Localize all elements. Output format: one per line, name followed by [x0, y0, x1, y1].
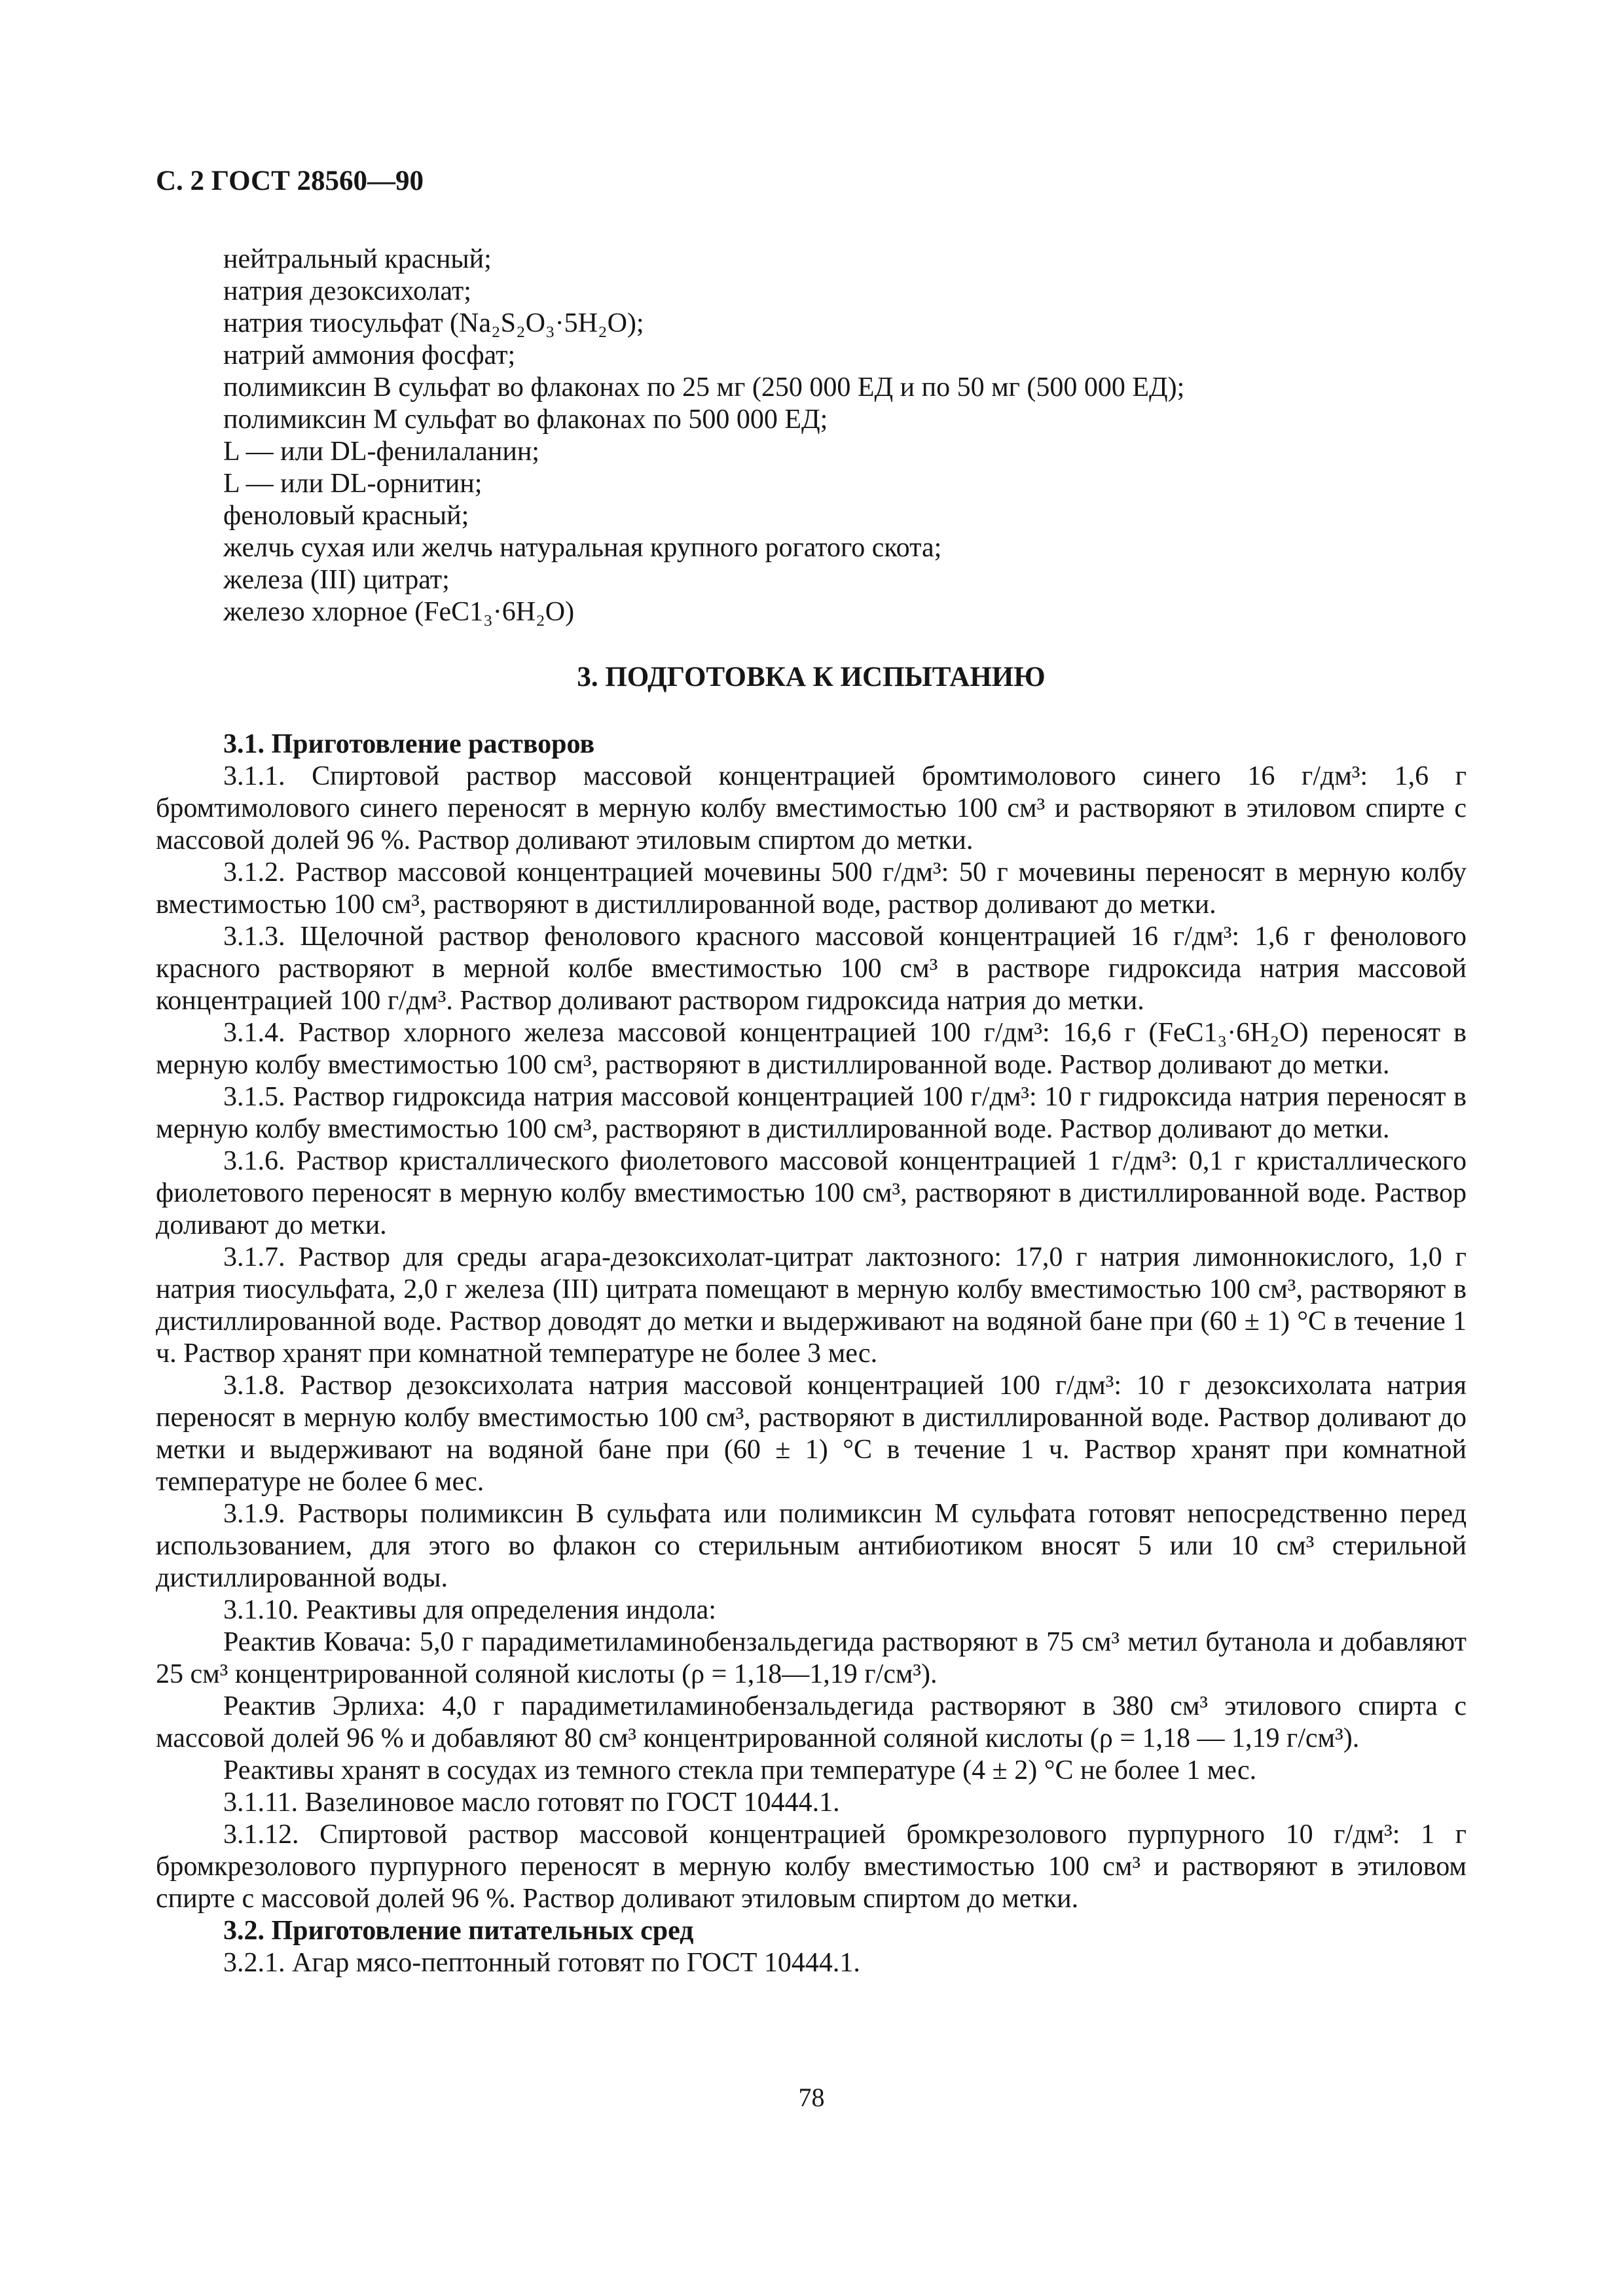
- paragraph: Реактив Ковача: 5,0 г парадиметиламинобензальдегида растворяют в 75 см³ метил бутанола и добавляют 25 см³ концентрированной соляной кислоты (ρ = 1,18—1,19 г/см³).: [156, 1627, 1467, 1689]
- paragraph: 3.1.12. Спиртовой раствор массовой концентрацией бромкрезолового пурпурного 10 г/дм³: 1 г бромкрезолового пурпурного переносят в мерную колбу вместимостью 100 см³ и растворяют в этиловом спирте с массовой долей 96 %. Раствор доливают этиловым спиртом до метки.: [156, 1820, 1467, 1914]
- reagent-item: железа (III) цитрат;: [223, 565, 450, 595]
- reagent-item: железо хлорное (FeC1₃·6H₂O): [223, 597, 575, 627]
- reagent-item: полимиксин М сульфат во флаконах по 500 000 ЕД;: [223, 404, 828, 435]
- paragraph: 3.2.1. Агар мясо-пептонный готовят по ГОСТ 10444.1.: [223, 1948, 860, 1978]
- reagent-item: натрия тиосульфат (Na₂S₂O₃·5H₂O);: [223, 308, 644, 338]
- section-body: [156, 728, 1467, 1979]
- section-title: 3. ПОДГОТОВКА К ИСПЫТАНИЮ: [577, 662, 1046, 692]
- paragraph: 3.1.4. Раствор хлорного железа массовой концентрацией 100 г/дм³: 16,6 г (FeC1₃·6H₂O) переносят в мерную колбу вместимостью 100 см³, растворяют в дистиллированной воде. Раствор доливают до метки.: [156, 1018, 1467, 1080]
- reagent-item: натрий аммония фосфат;: [223, 340, 516, 370]
- paragraph: Реактив Эрлиха: 4,0 г парадиметиламинобензальдегида растворяют в 380 см³ этилового спирта с массовой долей 96 % и добавляют 80 см³ концентрированной соляной кислоты (ρ = 1,18 — 1,19 г/см³).: [156, 1691, 1467, 1753]
- subsection-heading: 3.2. Приготовление питательных сред: [223, 1916, 694, 1946]
- reagent-item: феноловый красный;: [223, 501, 469, 531]
- paragraph: Реактивы хранят в сосудах из темного стекла при температуре (4 ± 2) °С не более 1 мес.: [223, 1755, 1257, 1785]
- paragraph: 3.1.10. Реактивы для определения индола:: [223, 1595, 716, 1625]
- subsection-heading: 3.1. Приготовление растворов: [223, 729, 595, 759]
- paragraph: 3.1.1. Спиртовой раствор массовой концентрацией бромтимолового синего 16 г/дм³: 1,6 г бромтимолового синего переносят в мерную колбу вместимостью 100 см³ и растворяют в этиловом спирте с массовой долей 96 %. Раствор доливают этиловым спиртом до метки.: [156, 761, 1467, 855]
- page-number: 78: [798, 2083, 825, 2112]
- running-header: С. 2 ГОСТ 28560—90: [156, 166, 424, 196]
- paragraph: 3.1.6. Раствор кристаллического фиолетового массовой концентрацией 1 г/дм³: 0,1 г кристаллического фиолетового переносят в мерную колбу вместимостью 100 см³, растворяют в дистиллированной воде. Раствор доливают до метки.: [156, 1146, 1467, 1240]
- reagent-item: желчь сухая или желчь натуральная крупного рогатого скота;: [223, 533, 942, 563]
- reagent-item: полимиксин В сульфат во флаконах по 25 мг (250 000 ЕД и по 50 мг (500 000 ЕД);: [223, 372, 1185, 403]
- paragraph: 3.1.8. Раствор дезоксихолата натрия массовой концентрацией 100 г/дм³: 10 г дезоксихолата натрия переносят в мерную колбу вместимостью 100 см³, растворяют в дистиллированной воде. Раствор доливают до метки и выдерживают на водяной бане при (60 ± 1) °С в течение 1 ч. Раствор хранят при комнатной температуре не более 6 мес.: [156, 1371, 1467, 1497]
- reagent-item: L — или DL-фенилаланин;: [223, 437, 539, 467]
- paragraph: 3.1.9. Растворы полимиксин В сульфата или полимиксин М сульфата готовят непосредственно перед использованием, для этого во флакон со стерильным антибиотиком вносят 5 или 10 см³ стерильной дистиллированной воды.: [156, 1499, 1467, 1593]
- paragraph: 3.1.5. Раствор гидроксида натрия массовой концентрацией 100 г/дм³: 10 г гидроксида натрия переносят в мерную колбу вместимостью 100 см³, растворяют в дистиллированной воде. Раствор доливают до метки.: [156, 1082, 1467, 1144]
- paragraph: 3.1.2. Раствор массовой концентрацией мочевины 500 г/дм³: 50 г мочевины переносят в мерную колбу вместимостью 100 см³, растворяют в дистиллированной воде, раствор доливают до метки.: [156, 857, 1467, 920]
- reagents-list: [223, 243, 1467, 628]
- reagent-item: L — или DL-орнитин;: [223, 469, 483, 499]
- paragraph: 3.1.7. Раствор для среды агара-дезоксихолат-цитрат лактозного: 17,0 г натрия лимоннокислого, 1,0 г натрия тиосульфата, 2,0 г железа (III) цитрата помещают в мерную колбу вместимостью 100 см³, растворяют в дистиллированной воде. Раствор доводят до метки и выдерживают на водяной бане при (60 ± 1) °С в течение 1 ч. Раствор хранят при комнатной температуре не более 3 мес.: [156, 1242, 1467, 1369]
- paragraph: 3.1.11. Вазелиновое масло готовят по ГОСТ 10444.1.: [223, 1787, 840, 1818]
- reagent-item: нейтральный красный;: [223, 244, 492, 274]
- reagent-item: натрия дезоксихолат;: [223, 276, 471, 306]
- paragraph: 3.1.3. Щелочной раствор фенолового красного массовой концентрацией 16 г/дм³: 1,6 г фенолового красного растворяют в мерной колбе вместимостью 100 см³ в растворе гидроксида натрия массовой концентрацией 100 г/дм³. Раствор доливают раствором гидроксида натрия до метки.: [156, 922, 1467, 1016]
